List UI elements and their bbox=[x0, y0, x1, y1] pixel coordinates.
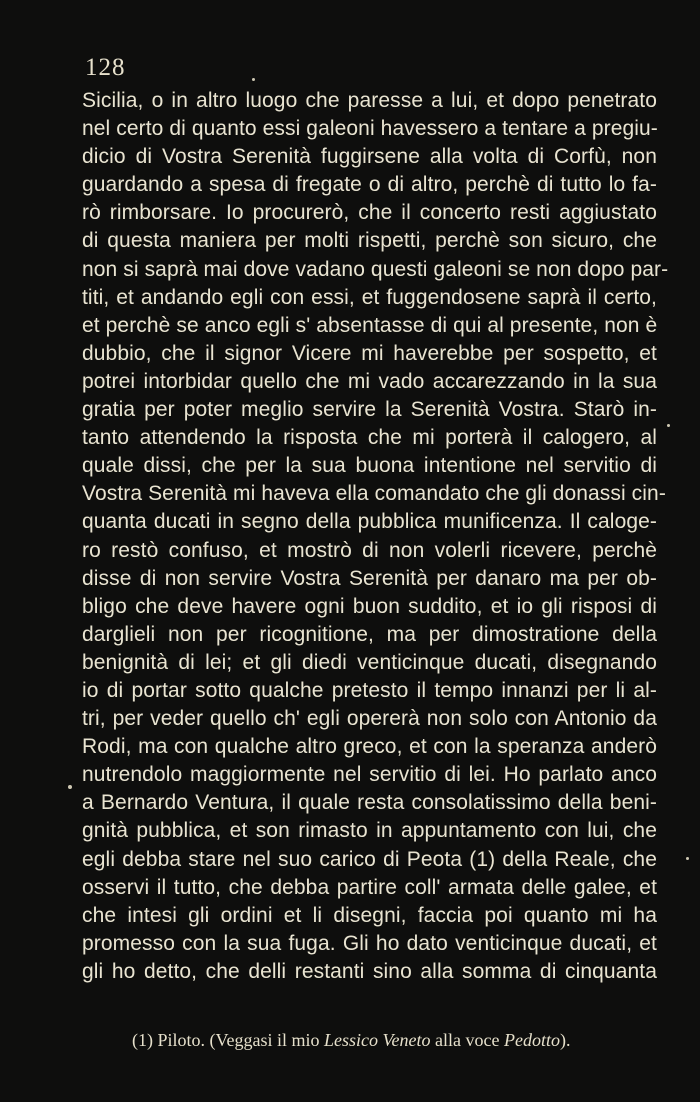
text-line: non si saprà mai dove vadano questi galeoni se non dopo par- bbox=[82, 257, 669, 281]
footnote-marker: (1) bbox=[132, 1030, 153, 1050]
text-line: Rodi, ma con qualche altro greco, et con la speranza anderò bbox=[82, 735, 657, 759]
text-line: dubbio, che il signor Vicere mi haverebbe per sospetto, et bbox=[82, 341, 657, 365]
text-line: di questa maniera per molti rispetti, perchè son sicuro, che bbox=[82, 229, 657, 253]
text-line: dicio di Vostra Serenità fuggirsene alla volta di Corfù, non bbox=[82, 145, 657, 169]
paper-speck bbox=[252, 78, 255, 81]
text-line: disse di non servire Vostra Serenità per danaro ma per ob- bbox=[82, 566, 657, 590]
text-line: osservi il tutto, che debba partire coll' armata delle galee, et bbox=[82, 875, 657, 899]
paper-speck bbox=[686, 857, 689, 860]
footnote-italic-title: Lessico Veneto bbox=[324, 1030, 431, 1050]
text-line: quale dissi, che per la sua buona intentione nel servitio di bbox=[82, 454, 657, 478]
text-line: nel certo di quanto essi galeoni havessero a tentare a pregiu- bbox=[82, 117, 658, 141]
text-line: quanta ducati in segno della pubblica munificenza. Il caloge- bbox=[82, 510, 657, 534]
text-line: guardando a spesa di fregate o di altro, perchè di tutto lo fa- bbox=[82, 173, 657, 197]
text-line: che intesi gli ordini et li disegni, faccia poi quanto mi ha bbox=[82, 903, 657, 927]
paper-speck bbox=[667, 424, 670, 427]
text-line: tri, per veder quello ch' egli opererà non solo con Antonio da bbox=[82, 707, 657, 731]
footnote-text-after: ). bbox=[559, 1030, 571, 1050]
text-line: benignità di lei; et gli diedi venticinque ducati, disegnando bbox=[82, 650, 657, 674]
text-line: gratia per poter meglio servire la Serenità Vostra. Starò in- bbox=[82, 398, 657, 422]
page-number: 128 bbox=[85, 54, 126, 81]
footnote-text-middle: alla voce bbox=[434, 1030, 500, 1050]
text-line: ro restò confuso, et mostrò di non volerli ricevere, perchè bbox=[82, 538, 657, 562]
text-line: rò rimborsare. Io procurerò, che il concerto resti aggiustato bbox=[82, 201, 657, 225]
footnote-text-before: Piloto. (Veggasi il mio bbox=[157, 1030, 320, 1050]
text-line: a Bernardo Ventura, il quale resta consolatissimo della beni- bbox=[82, 791, 657, 815]
text-line: bligo che deve havere ogni buon suddito, et io gli risposi di bbox=[82, 594, 657, 618]
text-line: darglieli non per ricognitione, ma per dimostratione della bbox=[82, 622, 657, 646]
text-line: egli debba stare nel suo carico di Peota (1) della Reale, che bbox=[82, 847, 657, 871]
text-line: io di portar sotto qualche pretesto il tempo innanzi per li al- bbox=[82, 678, 657, 702]
text-line: et perchè se anco egli s' absentasse di qui al presente, non è bbox=[82, 313, 658, 337]
body-text bbox=[82, 87, 669, 986]
text-line: Sicilia, o in altro luogo che paresse a lui, et dopo penetrato bbox=[82, 89, 657, 112]
text-line: gnità pubblica, et son rimasto in appuntamento con lui, che bbox=[82, 819, 657, 843]
text-line: titi, et andando egli con essi, et fuggendosene saprà il certo, bbox=[82, 285, 657, 309]
text-line: nutrendolo maggiormente nel servitio di lei. Ho parlato anco bbox=[82, 763, 657, 787]
text-line: potrei intorbidar quello che mi vado accarezzando in la sua bbox=[82, 369, 657, 393]
text-line: tanto attendendo la risposta che mi porterà il calogero, al bbox=[82, 426, 657, 450]
text-line: Vostra Serenità mi haveva ella comandato che gli donassi cin- bbox=[82, 482, 666, 506]
footnote-italic-word: Pedotto bbox=[503, 1030, 560, 1050]
text-line: promesso con la sua fuga. Gli ho dato venticinque ducati, et bbox=[82, 931, 657, 955]
text-line: gli ho detto, che delli restanti sino alla somma di cinquanta bbox=[82, 959, 657, 983]
paper-speck bbox=[68, 785, 72, 789]
footnote bbox=[132, 1030, 570, 1051]
